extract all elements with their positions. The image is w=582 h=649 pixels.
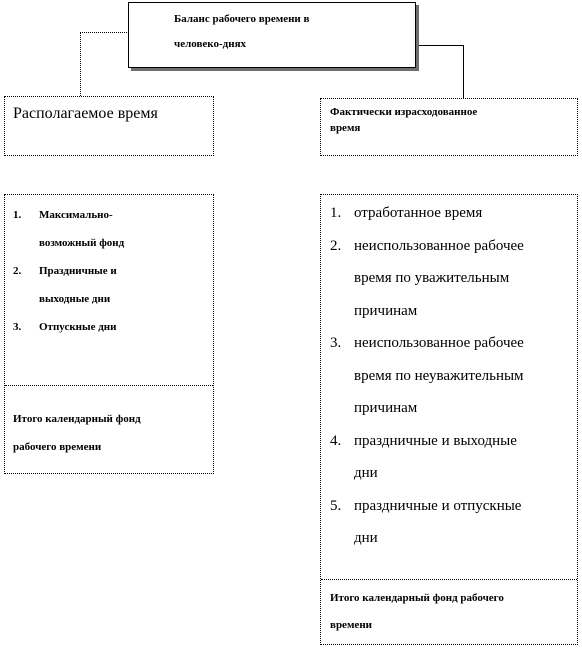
connector-right-vertical bbox=[463, 45, 464, 98]
total-text: Итого календарный фонд bbox=[13, 413, 141, 425]
item-number: 3. bbox=[330, 335, 342, 351]
list-item bbox=[330, 490, 573, 555]
total-text: Итого календарный фонд рабочего bbox=[330, 592, 504, 604]
list-item bbox=[13, 313, 209, 341]
title-box bbox=[128, 2, 416, 68]
item-text: дни bbox=[354, 465, 378, 481]
available-time-divider bbox=[5, 385, 213, 386]
item-text: время по уважительным bbox=[354, 270, 510, 286]
item-text: праздничные и выходные bbox=[354, 432, 517, 449]
actual-time-items bbox=[330, 197, 573, 555]
total-text: времени bbox=[330, 619, 372, 631]
available-time-label: Располагаемое время bbox=[13, 105, 158, 122]
item-number: 1. bbox=[330, 205, 342, 221]
item-text: неиспользованное рабочее bbox=[354, 335, 524, 351]
item-text: дни bbox=[354, 530, 378, 546]
list-item bbox=[13, 257, 209, 313]
item-number: 3. bbox=[13, 321, 22, 333]
item-number: 4. bbox=[330, 432, 342, 449]
available-time-box bbox=[4, 96, 214, 156]
list-item bbox=[330, 197, 573, 230]
item-text: Максимально- bbox=[39, 209, 113, 221]
item-text: Праздничные и bbox=[39, 265, 117, 277]
total-text: рабочего времени bbox=[13, 441, 102, 453]
actual-time-list-box bbox=[320, 194, 578, 645]
list-item bbox=[330, 230, 573, 328]
actual-time-label-line-2: время bbox=[330, 122, 361, 134]
item-text: возможный фонд bbox=[39, 237, 125, 249]
item-text: причинам bbox=[354, 400, 418, 416]
title-line-1: Баланс рабочего времени в bbox=[174, 13, 310, 25]
title-line-2: человеко-днях bbox=[174, 38, 247, 50]
item-text: отработанное время bbox=[354, 205, 483, 221]
item-text: выходные дни bbox=[39, 293, 111, 305]
list-item bbox=[330, 425, 573, 490]
item-text: время по неуважительным bbox=[354, 367, 524, 384]
item-text: праздничные и отпускные bbox=[354, 497, 522, 514]
item-number: 2. bbox=[13, 265, 22, 277]
item-number: 5. bbox=[330, 497, 342, 514]
item-number: 1. bbox=[13, 209, 22, 221]
connector-left-vertical bbox=[80, 32, 81, 96]
list-item bbox=[330, 327, 573, 425]
available-time-list-box bbox=[4, 194, 214, 474]
available-time-items bbox=[13, 201, 209, 341]
actual-time-label-line-1: Фактически израсходованное bbox=[330, 106, 478, 118]
available-time-total bbox=[13, 405, 141, 461]
item-text: Отпускные дни bbox=[39, 321, 117, 333]
actual-time-box bbox=[320, 98, 578, 156]
actual-time-total bbox=[330, 585, 504, 639]
connector-right-horizontal bbox=[416, 45, 463, 46]
list-item bbox=[13, 201, 209, 257]
actual-time-divider bbox=[321, 579, 577, 580]
item-number: 2. bbox=[330, 237, 342, 254]
connector-left-horizontal bbox=[80, 32, 129, 33]
item-text: причинам bbox=[354, 302, 418, 319]
item-text: неиспользованное рабочее bbox=[354, 237, 524, 254]
